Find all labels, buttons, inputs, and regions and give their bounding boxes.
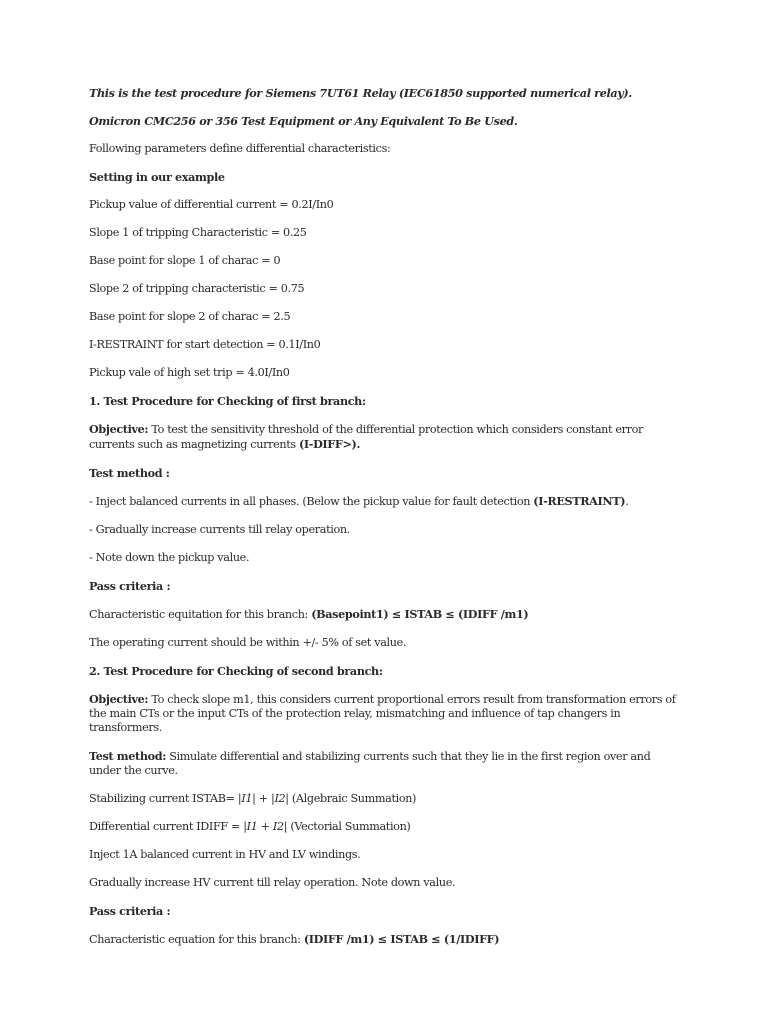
section2-objective bbox=[89, 692, 679, 735]
section2-heading: 2. Test Procedure for Checking of second branch: bbox=[89, 664, 383, 678]
formula-suffix: | (Algebraic Summation) bbox=[285, 792, 417, 805]
section1-heading: 1. Test Procedure for Checking of first branch: bbox=[89, 394, 366, 408]
section1-tolerance: The operating current should be within +/- 5% of set value. bbox=[89, 636, 407, 649]
settings-heading: Setting in our example bbox=[89, 170, 225, 184]
differential-current-formula bbox=[89, 820, 679, 834]
formula-i2: I2 bbox=[274, 792, 286, 805]
section1-objective bbox=[89, 422, 679, 452]
objective-label: Objective: bbox=[89, 692, 149, 706]
criteria-text: Characteristic equitation for this branch: bbox=[89, 608, 312, 621]
step-bold: (I-RESTRAINT) bbox=[533, 494, 626, 508]
setting-item: Pickup vale of high set trip = 4.0I/In0 bbox=[89, 366, 290, 379]
setting-item: Base point for slope 2 of charac = 2.5 bbox=[89, 310, 291, 323]
formula-prefix: Differential current IDIFF = | bbox=[89, 820, 247, 833]
formula-i1: I1 bbox=[241, 792, 253, 805]
section1-criteria bbox=[89, 607, 679, 622]
stabilizing-current-formula bbox=[89, 792, 679, 806]
formula-sum: I1 + I2 bbox=[246, 820, 284, 833]
section1-step: - Note down the pickup value. bbox=[89, 551, 250, 564]
setting-item: Slope 1 of tripping Characteristic = 0.25 bbox=[89, 226, 307, 239]
section2-increase: Gradually increase HV current till relay operation. Note down value. bbox=[89, 876, 456, 889]
setting-item: Base point for slope 1 of charac = 0 bbox=[89, 254, 281, 267]
formula-suffix: | (Vectorial Summation) bbox=[283, 820, 411, 833]
section2-pass-heading: Pass criteria : bbox=[89, 904, 171, 918]
step-end: . bbox=[625, 495, 629, 508]
section2-inject: Inject 1A balanced current in HV and LV windings. bbox=[89, 848, 361, 861]
section1-pass-heading: Pass criteria : bbox=[89, 579, 171, 593]
intro-parameters-line: Following parameters define differential characteristics: bbox=[89, 142, 391, 155]
criteria-formula: (Basepoint1) ≤ ISTAB ≤ (IDIFF /m1) bbox=[311, 607, 529, 621]
section1-method-heading: Test method : bbox=[89, 466, 170, 480]
setting-item: Slope 2 of tripping characteristic = 0.75 bbox=[89, 282, 305, 295]
step-text: - Inject balanced currents in all phases. (Below the pickup value for fault detection bbox=[89, 495, 534, 508]
objective-text: To test the sensitivity threshold of the differential protection which considers constant error currents such as magnetizing currents bbox=[89, 423, 644, 451]
objective-label: Objective: bbox=[89, 422, 149, 436]
setting-item: Pickup value of differential current = 0.2I/In0 bbox=[89, 198, 334, 211]
objective-text: To check slope m1, this considers current proportional errors result from transformation errors of the main CTs or the input CTs of the protection relay, mismatching and influence of tap changers in transformers. bbox=[89, 693, 676, 734]
objective-bold: (I-DIFF>). bbox=[298, 437, 361, 451]
setting-item: I-RESTRAINT for start detection = 0.1I/In0 bbox=[89, 338, 321, 351]
section1-step bbox=[89, 494, 679, 509]
section2-method bbox=[89, 749, 679, 778]
intro-equipment-line: Omicron CMC256 or 356 Test Equipment or Any Equivalent To Be Used. bbox=[89, 114, 518, 128]
criteria-formula: (IDIFF /m1) ≤ ISTAB ≤ (1/IDIFF) bbox=[303, 932, 500, 946]
document-body bbox=[89, 86, 679, 961]
formula-mid: | + | bbox=[252, 792, 275, 805]
criteria-text: Characteristic equation for this branch: bbox=[89, 933, 304, 946]
intro-relay-line: This is the test procedure for Siemens 7UT61 Relay (IEC61850 supported numerical relay). bbox=[89, 86, 632, 100]
section1-step: - Gradually increase currents till relay operation. bbox=[89, 523, 350, 536]
method-label: Test method: bbox=[89, 749, 166, 763]
method-text: Simulate differential and stabilizing currents such that they lie in the first region over and under the curve. bbox=[89, 750, 651, 777]
formula-prefix: Stabilizing current ISTAB= | bbox=[89, 792, 242, 805]
section2-criteria bbox=[89, 932, 679, 947]
